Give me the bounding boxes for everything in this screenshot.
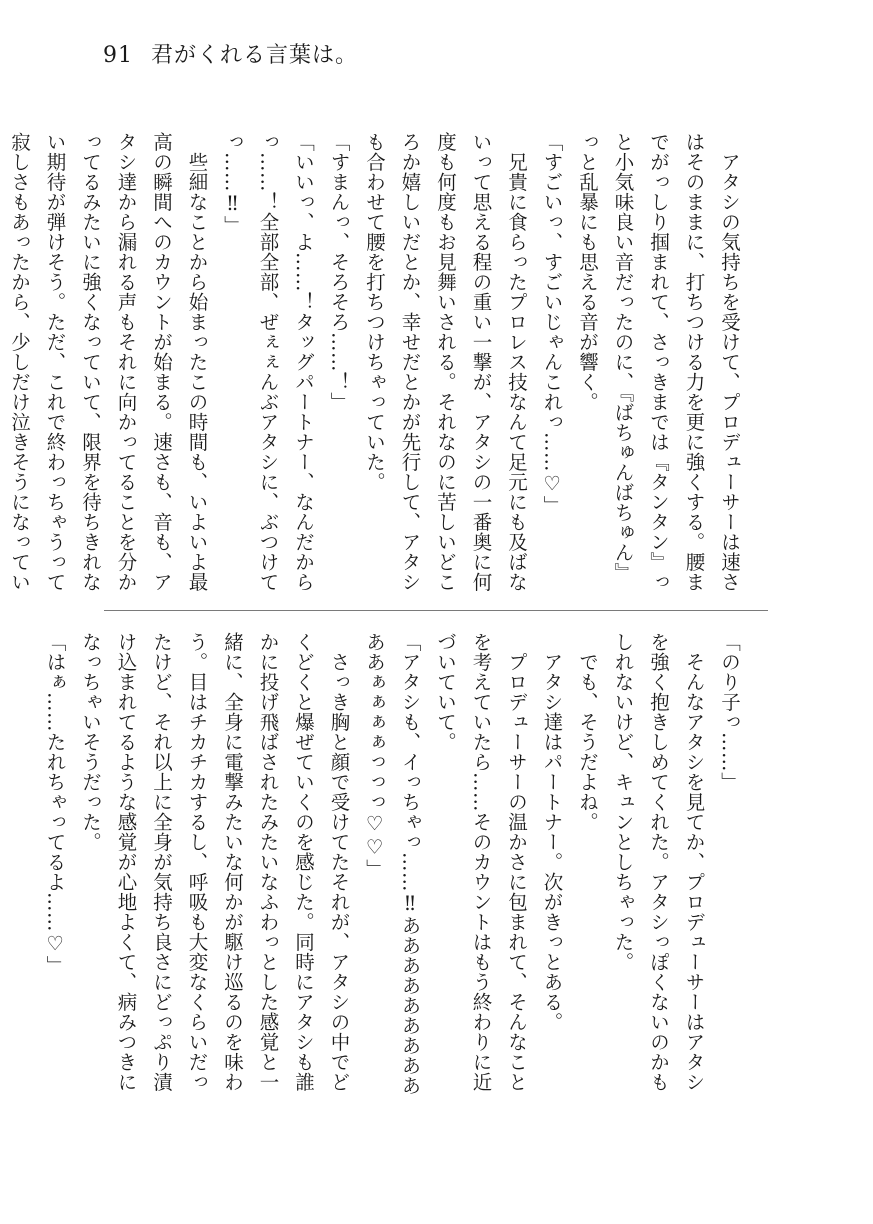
dialogue-line: 「いいっ、よ……！タッグパートナー、なんだからっ……！全部全部、ぜぇぇんぶアタシに、ぶつけてっ……‼」 (221, 132, 315, 592)
paragraph: アタシの気持ちを受けて、プロデューサーは速さはそのままに、打ちつける力を更に強くする。腰までがっしり掴まれて、さっきまでは『タンタン』っと小気味良い音だったのに、『ばちゅんばちゅん』っと乱暴にも思える音が響く。 (576, 132, 741, 592)
dialogue-line: 「すごいっ、すごいじゃんこれっ……♡」 (540, 132, 564, 516)
paragraph: プロデューサーの温かさに包まれて、そんなことを考えていたら……そのカウントはもう終わりに近づいていて。 (434, 632, 528, 1092)
lower-text-block (43, 632, 747, 1102)
paragraph: そんなアタシを見てか、プロデューサーはアタシを強く抱きしめてくれた。アタシっぽくないのかもしれないけど、キュンとしちゃった。 (611, 632, 706, 1092)
dialogue-line: 「のり子っ……」 (718, 632, 741, 792)
dialogue-line: 「アタシも、イっちゃっ……‼あああああああああああぁぁぁぁっっっ♡♡」 (363, 632, 422, 1096)
paragraph: アタシ達はパートナー。次がきっとある。 (540, 651, 564, 1032)
paragraph: 些細なことから始まったこの時間も、いよいよ最高の瞬間へのカウントが始まる。速さも、音も、アタシ達から漏れる声もそれに向かってることを分かってるみたいに強くなっていて、限界を待ちきれない期待が弾けそう。ただ、これで終わっちゃうって寂しさもあったから、少しだけ泣きそうになってい (8, 132, 209, 592)
paragraph: でも、そうだよね。 (576, 651, 599, 832)
chapter-title: 君がくれる言葉は。 (151, 43, 359, 68)
page-header (103, 38, 358, 69)
section-divider (104, 610, 768, 611)
paragraph: 兄貴に食らったプロレス技なんて足元にも及ばないって思える程の重い一撃が、アタシの一番奥に何度も何度もお見舞いされる。それなのに苦しいどころか嬉しいだとか、幸せだとかが先行して、アタシも合わせて腰を打ちつけちゃっていた。 (363, 132, 528, 592)
paragraph: さっき胸と顔で受けてたそれが、アタシの中でどくどくと爆ぜていくのを感じた。同時にアタシも誰かに投げ飛ばされたみたいなふわっとした感覚と一緒に、全身に電撃みたいな何かが駆け巡るのを味わう。目はチカチカするし、呼吸も大変なくらいだったけど、それ以上に全身が気持ち良さにどっぷり漬け込まれてるような感覚が心地よくて、病みつきになっちゃいそうだった。 (79, 632, 351, 1092)
dialogue-line: 「すまんっ、そろそろ……！」 (327, 132, 351, 412)
dialogue-line: 「はぁ……たれちゃってるよ……♡」 (43, 632, 67, 976)
upper-text-block (8, 132, 747, 602)
page-number: 91 (103, 43, 133, 68)
